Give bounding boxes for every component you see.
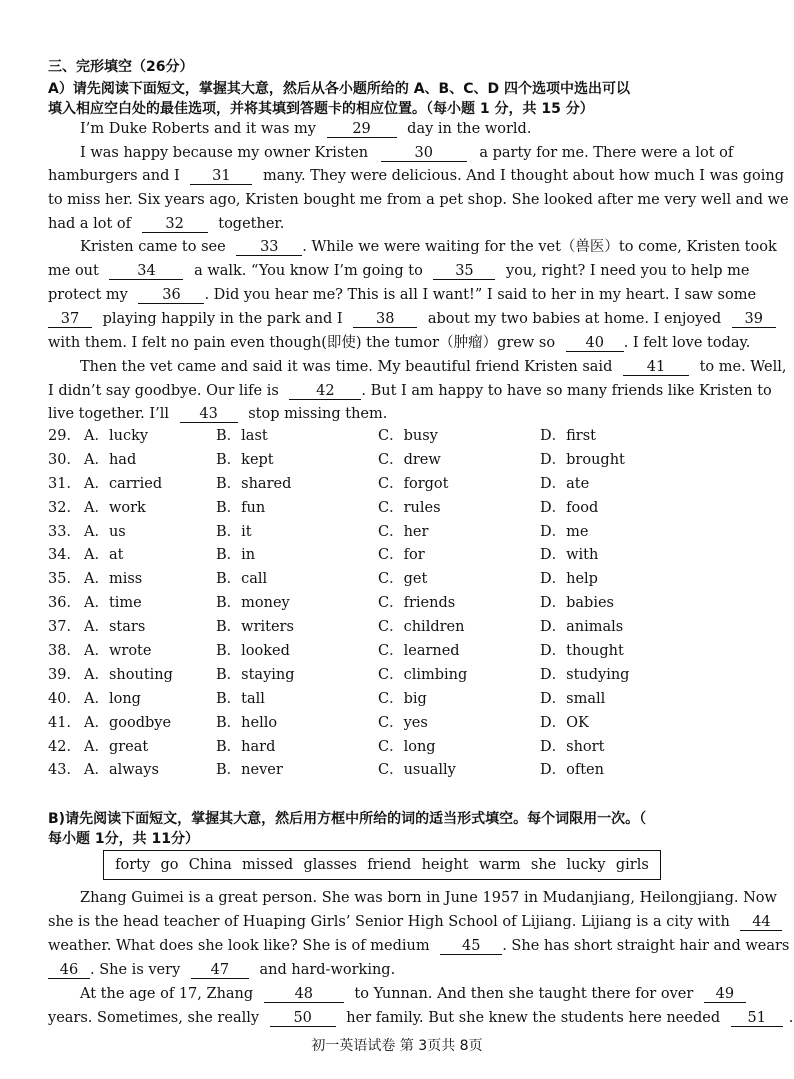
option-b: B．last: [216, 428, 268, 444]
part-a-instruction-line1: A）请先阅读下面短文，掌握其大意，然后从各小题所给的 A、B、C、D 四个选项中选出可以: [48, 81, 630, 97]
text: . She has short straight hair and wears: [502, 938, 790, 954]
text: . While we were waiting for the vet（兽医）to come, Kristen took: [302, 239, 777, 255]
option-a: A．always: [84, 762, 159, 779]
option-a: A．at: [84, 547, 124, 564]
blank-31: 31: [190, 168, 252, 185]
blank-35: 35: [433, 263, 495, 280]
passage-b-line: [48, 911, 782, 933]
option-row: [48, 592, 748, 616]
option-c: C．rules: [378, 499, 441, 516]
word-bank: [103, 850, 661, 880]
word-bank-item: China: [188, 857, 232, 873]
option-d: D．babies: [540, 595, 614, 612]
text: . I felt love today.: [623, 335, 751, 351]
text: .: [788, 1010, 794, 1026]
blank-44: 44: [740, 914, 782, 931]
blank-46: 46: [48, 962, 90, 979]
option-b: B．fun: [216, 499, 266, 516]
passage-b-line: [48, 959, 395, 981]
text: you, right? I need you to help me: [506, 263, 750, 279]
text: . But I am happy to have so many friends like Kristen to: [361, 383, 772, 399]
option-c: C．yes: [378, 714, 428, 731]
option-row: [48, 640, 748, 664]
blank-45: 45: [440, 938, 502, 955]
question-number: 38．: [48, 643, 81, 660]
word-bank-item: height: [421, 857, 469, 873]
option-b: B．it: [216, 523, 252, 540]
section-title: 三、完形填空（26分）: [48, 59, 194, 75]
blank-47: 47: [191, 962, 249, 979]
blank-49: 49: [704, 986, 746, 1003]
option-c: C．drew: [378, 451, 441, 468]
option-row: [48, 449, 748, 473]
option-c: C．busy: [378, 428, 438, 444]
option-row: [48, 759, 748, 783]
passage-a-line: [80, 118, 531, 140]
option-a: A．us: [84, 523, 126, 540]
blank-48: 48: [264, 986, 344, 1003]
word-bank-item: girls: [615, 857, 649, 873]
part-b-instruction-line2: 每小题 1分，共 11分）: [48, 831, 199, 847]
word-bank-item: lucky: [566, 857, 606, 873]
option-b: B．money: [216, 595, 290, 612]
passage-b-line: Zhang Guimei is a great person. She was born in June 1957 in Mudanjiang, Heilongjiang. Now: [80, 890, 777, 906]
word-bank-item: missed: [242, 857, 294, 873]
text: her family. But she knew the students here needed: [346, 1010, 721, 1026]
text: to Yunnan. And then she taught there for over: [354, 986, 694, 1002]
question-number: 32．: [48, 499, 81, 516]
option-a: A．miss: [84, 571, 143, 588]
text: I was happy because my owner Kristen: [80, 145, 369, 161]
question-number: 35．: [48, 571, 81, 588]
blank-32: 32: [142, 216, 208, 233]
option-c: C．learned: [378, 643, 460, 660]
blank-36: 36: [138, 287, 204, 304]
text: hamburgers and I: [48, 168, 180, 184]
option-c: C．get: [378, 571, 428, 588]
passage-a-line: [80, 236, 777, 258]
question-number: 43．: [48, 762, 81, 779]
text: to me. Well,: [699, 359, 787, 375]
option-b: B．call: [216, 571, 268, 588]
option-b: B．hard: [216, 738, 276, 755]
text: . Did you hear me? This is all I want!” I said to her in my heart. I saw some: [204, 287, 757, 303]
option-a: A．had: [84, 451, 137, 468]
option-b: B．kept: [216, 451, 274, 468]
option-a: A．time: [84, 595, 142, 612]
passage-a-line: [48, 308, 776, 330]
blank-43: 43: [180, 406, 238, 423]
blank-38: 38: [353, 311, 417, 328]
option-c: C．usually: [378, 762, 456, 779]
question-number: 34．: [48, 547, 81, 564]
blank-33: 33: [236, 239, 302, 256]
option-a: A．great: [84, 738, 149, 755]
option-row: [48, 688, 748, 712]
text: protect my: [48, 287, 128, 303]
text: many. They were delicious. And I thought about how much I was going: [262, 168, 785, 184]
option-c: C．for: [378, 547, 425, 564]
passage-a-line: [48, 213, 284, 235]
option-a: A．wrote: [84, 643, 152, 660]
option-d: D．help: [540, 571, 598, 588]
question-number: 31．: [48, 475, 81, 492]
option-d: D．thought: [540, 643, 624, 660]
option-row: [48, 616, 748, 640]
option-d: D．food: [540, 499, 599, 516]
option-row: [48, 736, 748, 760]
option-row: [48, 568, 748, 592]
blank-30: 30: [381, 145, 467, 162]
text: I’m Duke Roberts and it was my: [80, 121, 316, 137]
question-number: 37．: [48, 619, 81, 636]
option-d: D．ate: [540, 475, 590, 492]
passage-b-line: [80, 983, 746, 1005]
option-a: A．work: [84, 499, 146, 516]
option-a: A．stars: [84, 619, 146, 636]
option-row: [48, 497, 748, 521]
question-number: 40．: [48, 690, 81, 707]
option-a: A．carried: [84, 475, 163, 492]
text: live together. I’ll: [48, 406, 169, 422]
options-list: [48, 425, 748, 783]
blank-42: 42: [289, 383, 361, 400]
text: . She is very: [90, 962, 181, 978]
blank-39: 39: [732, 311, 776, 328]
option-d: D．me: [540, 523, 589, 540]
option-a: A．lucky: [84, 428, 149, 444]
word-bank-item: warm: [478, 857, 521, 873]
text: with them. I felt no pain even though(即使) the tumor（肿瘤）grew so: [48, 335, 556, 351]
option-c: C．big: [378, 690, 427, 707]
part-a-instruction-line2: 填入相应空白处的最佳选项，并将其填到答题卡的相应位置。（每小题 1 分，共 15 分）: [48, 101, 594, 117]
text: weather. What does she look like? She is of medium: [48, 938, 430, 954]
option-d: D．animals: [540, 619, 624, 636]
option-b: B．never: [216, 762, 283, 779]
option-row: [48, 664, 748, 688]
option-c: C．forgot: [378, 475, 449, 492]
passage-a-line: [48, 260, 749, 282]
word-bank-item: glasses: [303, 857, 357, 873]
text: had a lot of: [48, 216, 132, 232]
option-d: D．short: [540, 738, 605, 755]
blank-50: 50: [270, 1010, 336, 1027]
option-d: D．OK: [540, 714, 589, 731]
text: a party for me. There were a lot of: [479, 145, 734, 161]
text: me out: [48, 263, 99, 279]
option-c: C．friends: [378, 595, 456, 612]
text: years. Sometimes, she really: [48, 1010, 260, 1026]
option-c: C．her: [378, 523, 429, 540]
passage-a-line: to miss her. Six years ago, Kristen bought me from a pet shop. She looked after me very well and we: [48, 192, 789, 208]
text: day in the world.: [407, 121, 532, 137]
text: she is the head teacher of Huaping Girls’ Senior High School of Lijiang. Lijiang is a city with: [48, 914, 730, 930]
text: stop missing them.: [248, 406, 388, 422]
option-d: D．with: [540, 547, 599, 564]
blank-41: 41: [623, 359, 689, 376]
option-c: C．children: [378, 619, 465, 636]
option-row: [48, 473, 748, 497]
option-b: B．hello: [216, 714, 278, 731]
page-footer: 初一英语试卷 第 3页共 8页: [311, 1038, 483, 1054]
option-b: B．looked: [216, 643, 290, 660]
option-b: B．in: [216, 547, 256, 564]
passage-a-line: [48, 284, 756, 306]
word-bank-item: go: [160, 857, 179, 873]
question-number: 36．: [48, 595, 81, 612]
passage-a-line: [80, 356, 786, 378]
option-row: [48, 425, 748, 449]
text: Then the vet came and said it was time. My beautiful friend Kristen said: [80, 359, 613, 375]
blank-29: 29: [327, 121, 397, 138]
text: and hard-working.: [259, 962, 396, 978]
option-b: B．staying: [216, 666, 295, 683]
text: together.: [218, 216, 285, 232]
question-number: 30．: [48, 451, 81, 468]
passage-a-line: [48, 165, 784, 187]
passage-a-line: [80, 142, 733, 164]
passage-a-line: [48, 380, 772, 402]
option-row: [48, 544, 748, 568]
blank-40: 40: [566, 335, 624, 352]
option-d: D．brought: [540, 451, 625, 468]
text: playing happily in the park and I: [102, 311, 343, 327]
option-d: D．first: [540, 428, 596, 444]
blank-51: 51: [731, 1010, 783, 1027]
option-b: B．shared: [216, 475, 292, 492]
option-row: [48, 521, 748, 545]
option-d: D．often: [540, 762, 604, 779]
option-d: D．studying: [540, 666, 630, 683]
option-b: B．writers: [216, 619, 294, 636]
option-b: B．tall: [216, 690, 265, 707]
blank-37: 37: [48, 311, 92, 328]
option-d: D．small: [540, 690, 606, 707]
question-number: 39．: [48, 666, 81, 683]
text: At the age of 17, Zhang: [80, 986, 254, 1002]
passage-a-line: [48, 332, 750, 354]
question-number: 33．: [48, 523, 81, 540]
word-bank-item: she: [530, 857, 557, 873]
passage-b-line: [48, 935, 789, 957]
question-number: 29．: [48, 428, 81, 444]
option-c: C．long: [378, 738, 436, 755]
option-a: A．shouting: [84, 666, 173, 683]
text: about my two babies at home. I enjoyed: [427, 311, 722, 327]
word-bank-item: friend: [367, 857, 412, 873]
option-a: A．long: [84, 690, 141, 707]
passage-b-line: [48, 1007, 793, 1029]
option-row: [48, 712, 748, 736]
question-number: 41．: [48, 714, 81, 731]
option-a: A．goodbye: [84, 714, 172, 731]
text: a walk. “You know I’m going to: [194, 263, 423, 279]
part-b-instruction-line1: B)请先阅读下面短文，掌握其大意，然后用方框中所给的词的适当形式填空。每个词限用一次。（: [48, 811, 647, 827]
option-c: C．climbing: [378, 666, 468, 683]
blank-34: 34: [109, 263, 183, 280]
word-bank-item: forty: [115, 857, 151, 873]
question-number: 42．: [48, 738, 81, 755]
text: I didn’t say goodbye. Our life is: [48, 383, 279, 399]
passage-a-line: [48, 403, 387, 425]
text: Kristen came to see: [80, 239, 226, 255]
